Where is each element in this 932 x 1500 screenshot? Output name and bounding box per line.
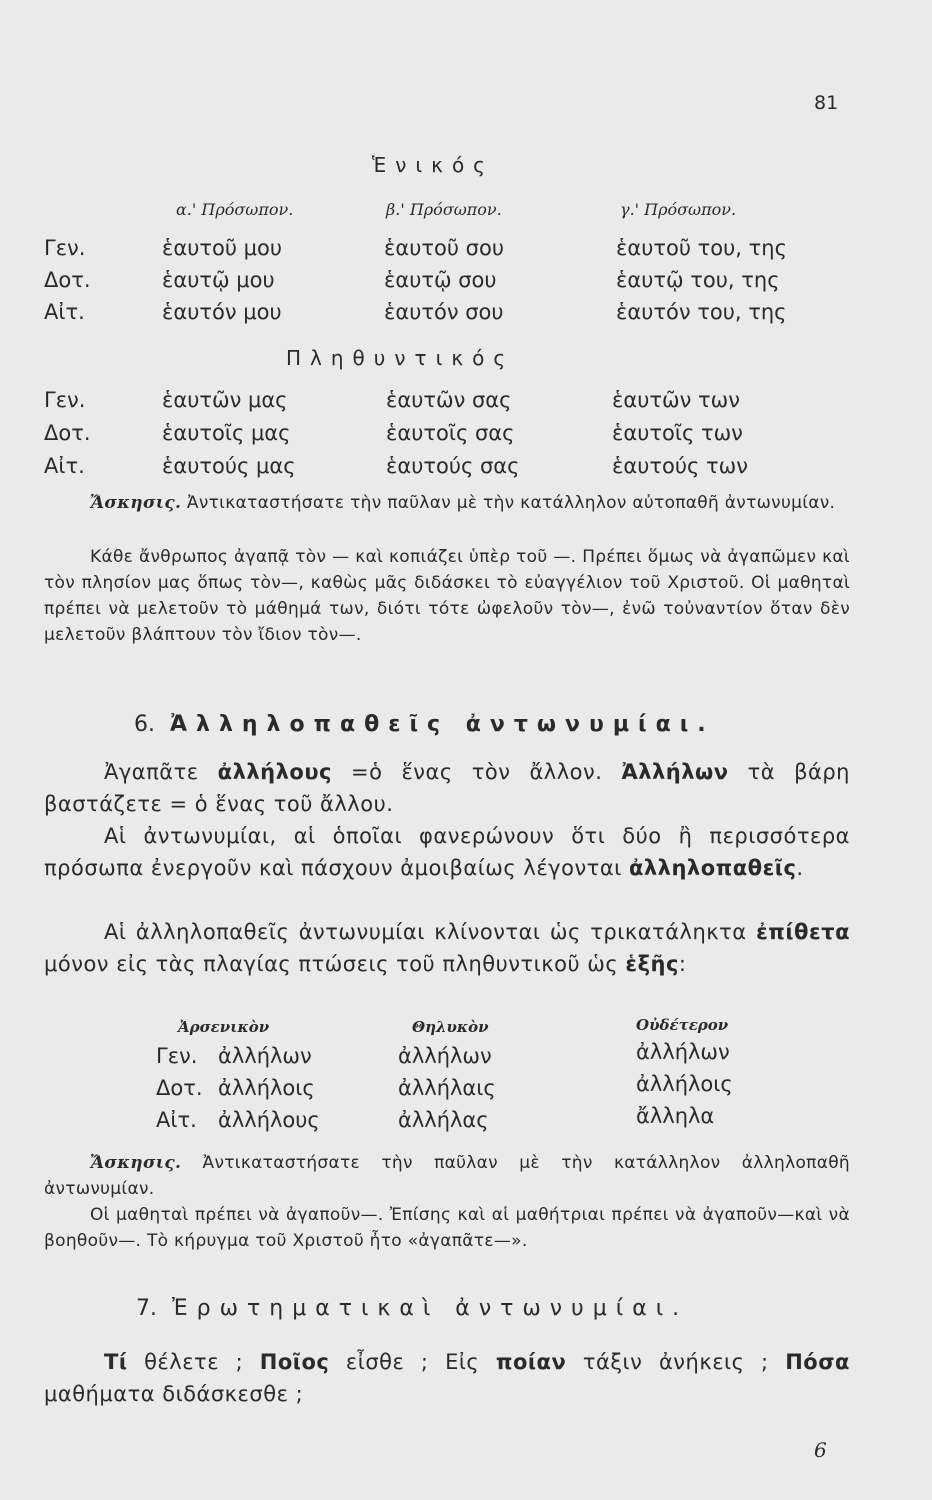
text-run: τάξιν ἀνήκεις ; (566, 1350, 786, 1374)
text-run-bold: ἀλληλοπαθεῖς (628, 856, 797, 880)
table-cell: ἑαυτῶν μας (162, 388, 288, 412)
table-cell: ἑαυτόν σου (384, 300, 504, 324)
table-cell: ἀλλήλαις (398, 1076, 496, 1100)
case-label: Γεν. (44, 236, 86, 260)
exercise-instruction-text: Ἀντικαταστήσατε τὴν παῦλαν μὲ τὴν κατάλληλον αὐτοπαθῆ ἀντωνυμίαν. (186, 493, 836, 513)
table-cell: ἀλλήλας (398, 1108, 489, 1132)
paragraph (44, 916, 850, 980)
table-cell: ἑαυτοῦ μου (162, 236, 283, 260)
table-cell: ἑαυτῶν των (612, 388, 740, 412)
singular-title: Ἑνικός (372, 153, 494, 177)
text-run-bold: ἐπίθετα (756, 920, 850, 944)
text-run: θέλετε ; (127, 1350, 260, 1374)
page-number: 81 (814, 92, 839, 114)
case-label: Αἰτ. (156, 1108, 197, 1132)
table-cell: ἀλλήλων (398, 1044, 492, 1068)
table-cell: ἑαυτούς σας (386, 454, 520, 478)
exercise-label: Ἄσκησις. (90, 1153, 182, 1173)
paragraph (44, 1346, 850, 1410)
section-title: Ἐρωτηματικαὶ ἀντωνυμίαι. (172, 1296, 689, 1321)
case-label: Γεν. (44, 388, 86, 412)
table-cell: ἀλλήλων (218, 1044, 312, 1068)
text-run-bold: ποίαν (495, 1350, 567, 1374)
table-cell: ἀλλήλοις (218, 1076, 315, 1100)
exercise-text (44, 544, 850, 648)
case-label: Αἰτ. (44, 300, 85, 324)
exercise-body: Οἱ μαθηταὶ πρέπει νὰ ἀγαποῦν—. Ἐπίσης καὶ αἱ μαθήτριαι πρέπει νὰ ἀγαποῦν—καὶ νὰ βοηθοῦν—. Τὸ κήρυγμα τοῦ Χριστοῦ ἦτο «ἀγαπᾶτε—». (44, 1205, 850, 1251)
text-run: : (678, 952, 687, 976)
text-run: Αἱ ἀντωνυμίαι, αἱ ὁποῖαι φανερώνουν ὅτι δύο ἢ περισσότερα πρόσωπα ἐνεργοῦν καὶ πάσχουν ἀμοιβαίως λέγονται (44, 824, 850, 880)
text-run: εἶσθε ; Εἰς (329, 1350, 496, 1374)
text-run: μαθήματα διδάσκεσθε ; (44, 1382, 304, 1406)
table-cell: ἀλλήλους (218, 1108, 320, 1132)
exercise-label: Ἄσκησις. (90, 493, 182, 513)
exercise-body: Κάθε ἄνθρωπος ἀγαπᾷ τὸν — καὶ κοπιάζει ὑπὲρ τοῦ —. Πρέπει ὅμως νὰ ἀγαπῶμεν καὶ τὸν πλησίον μας ὅπως τὸν—, καθὼς μᾶς διδάσκει τὸ εὐαγγέλιον τοῦ Χριστοῦ. Οἱ μαθηταὶ πρέπει νὰ μελετοῦν τὸ μάθημά των, διότι τότε ὠφελοῦν τὸν—, ἐνῶ τοὐναντίον ὅταν δὲν μελετοῦν βλάπτουν τὸν ἴδιον τὸν—. (44, 547, 850, 645)
text-run: μόνον εἰς τὰς πλαγίας πτώσεις τοῦ πληθυντικοῦ ὡς (44, 952, 626, 976)
exercise-instruction (44, 490, 850, 516)
exercise-instruction (44, 1150, 850, 1202)
table-cell: ἄλληλα (636, 1104, 715, 1128)
table-cell: ἑαυτῷ σου (384, 268, 497, 292)
table-cell: ἑαυτοῖς μας (162, 421, 291, 445)
exercise-text (44, 1202, 850, 1254)
exercise-instruction-text: Ἀντικαταστήσατε τὴν παῦλαν μὲ τὴν κατάλληλον ἀλληλοπαθῆ ἀντωνυμίαν. (44, 1153, 850, 1199)
section-number: 7. (136, 1296, 157, 1321)
plural-title: Πληθυντικός (286, 346, 515, 370)
table-cell: ἑαυτούς των (612, 454, 748, 478)
table-cell: ἑαυτῶν σας (386, 388, 512, 412)
section-heading (136, 1296, 688, 1321)
table-cell: ἑαυτόν μου (162, 300, 282, 324)
singular-header-1: α.' Πρόσωπον. (176, 200, 294, 219)
signature-mark: 6 (814, 1438, 827, 1462)
text-run: τὰ βάρη βαστάζετε = ὁ ἕνας τοῦ ἄλλου. (44, 760, 850, 816)
text-run-bold: ἑξῆς (625, 952, 679, 976)
text-run-bold: Πόσα (785, 1350, 850, 1374)
gender-header-neuter: Οὐδέτερον (636, 1016, 729, 1034)
gender-header-feminine: Θηλυκὸν (412, 1018, 489, 1036)
table-cell: ἑαυτῷ μου (162, 268, 275, 292)
gender-header-masculine: Ἀρσενικὸν (178, 1018, 270, 1036)
table-cell: ἑαυτοῖς των (612, 421, 743, 445)
table-cell: ἑαυτούς μας (162, 454, 296, 478)
paragraph (44, 820, 850, 884)
table-cell: ἑαυτοῖς σας (386, 421, 515, 445)
paragraph (44, 756, 850, 820)
table-cell: ἀλλήλοις (636, 1072, 733, 1096)
singular-header-3: γ.' Πρόσωπον. (620, 200, 737, 219)
table-cell: ἑαυτοῦ σου (384, 236, 504, 260)
table-cell: ἑαυτοῦ του, της (616, 236, 787, 260)
section-title: Ἀλληλοπαθεῖς ἀντωνυμίαι. (170, 712, 715, 737)
section-heading (134, 712, 715, 737)
text-run-bold: Ἀλλήλων (621, 760, 729, 784)
case-label: Δοτ. (156, 1076, 203, 1100)
text-run-bold: Ποῖος (259, 1350, 330, 1374)
text-run: . (796, 856, 804, 880)
text-run-bold: ἀλλήλους (217, 760, 332, 784)
table-cell: ἑαυτῷ του, της (616, 268, 780, 292)
text-run-bold: Τί (104, 1350, 128, 1374)
section-number: 6. (134, 712, 155, 737)
singular-header-2: β.' Πρόσωπον. (386, 200, 502, 219)
case-label: Αἰτ. (44, 454, 85, 478)
text-run: Ἀγαπᾶτε (104, 760, 218, 784)
text-run: Αἱ ἀλληλοπαθεῖς ἀντωνυμίαι κλίνονται ὡς τρικατάληκτα (104, 920, 757, 944)
table-cell: ἀλλήλων (636, 1040, 730, 1064)
case-label: Δοτ. (44, 268, 91, 292)
case-label: Γεν. (156, 1044, 198, 1068)
text-run: =ὁ ἕνας τὸν ἄλλον. (331, 760, 622, 784)
case-label: Δοτ. (44, 421, 91, 445)
table-cell: ἑαυτόν του, της (616, 300, 787, 324)
